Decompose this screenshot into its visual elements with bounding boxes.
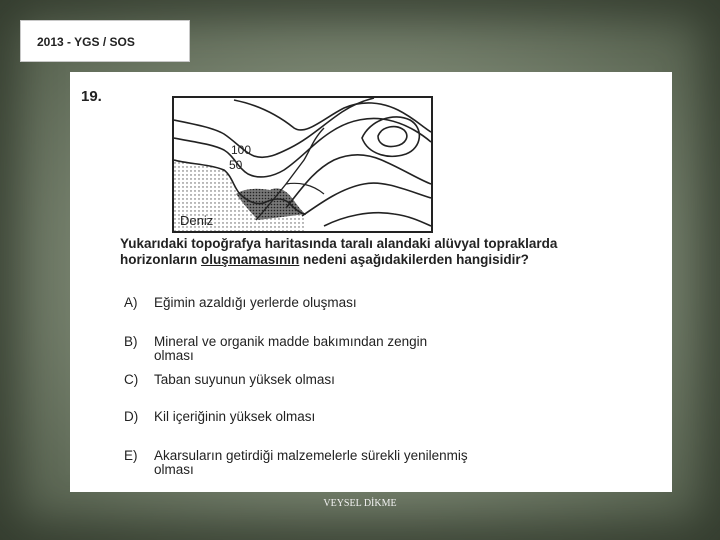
question-stem bbox=[120, 236, 590, 268]
question-stem-part2: nedeni aşağıdakilerden hangisidir? bbox=[299, 252, 529, 267]
contour-label-100: 100 bbox=[231, 143, 252, 157]
option-letter: D) bbox=[124, 409, 139, 424]
exam-title: 2013 - YGS / SOS bbox=[37, 35, 135, 49]
option-letter: E) bbox=[124, 448, 138, 463]
contour-map-graphic bbox=[174, 98, 431, 231]
option-a[interactable] bbox=[124, 296, 624, 310]
question-number: 19. bbox=[81, 88, 102, 105]
header-box bbox=[20, 20, 190, 62]
option-text: Eğimin azaldığı yerlerde oluşması bbox=[154, 295, 357, 310]
option-d[interactable] bbox=[124, 410, 624, 424]
option-text-continued: olması bbox=[154, 348, 194, 363]
option-text: Taban suyunun yüksek olması bbox=[154, 372, 335, 387]
option-text: Mineral ve organik madde bakımından zengin bbox=[154, 334, 428, 349]
author-footer: VEYSEL DİKME bbox=[323, 498, 397, 509]
option-text: Kil içeriğinin yüksek olması bbox=[154, 409, 316, 424]
option-e[interactable] bbox=[124, 449, 624, 477]
sea-label: Deniz bbox=[180, 213, 214, 228]
topographic-map bbox=[172, 96, 433, 233]
option-letter: A) bbox=[124, 295, 138, 310]
question-sheet bbox=[70, 72, 672, 492]
option-b[interactable] bbox=[124, 335, 624, 363]
option-c[interactable] bbox=[124, 373, 624, 387]
option-text-continued: olması bbox=[154, 462, 194, 477]
question-stem-part1: Yukarıdaki topoğrafya haritasında taralı alandaki alüvyal topraklarda horizonların bbox=[120, 236, 558, 267]
question-stem-underlined: oluşmamasının bbox=[201, 252, 300, 267]
option-letter: C) bbox=[124, 372, 139, 387]
option-text: Akarsuların getirdiği malzemelerle sürekli yenilenmiş bbox=[154, 448, 468, 463]
option-letter: B) bbox=[124, 334, 138, 349]
contour-label-50: 50 bbox=[229, 158, 243, 172]
